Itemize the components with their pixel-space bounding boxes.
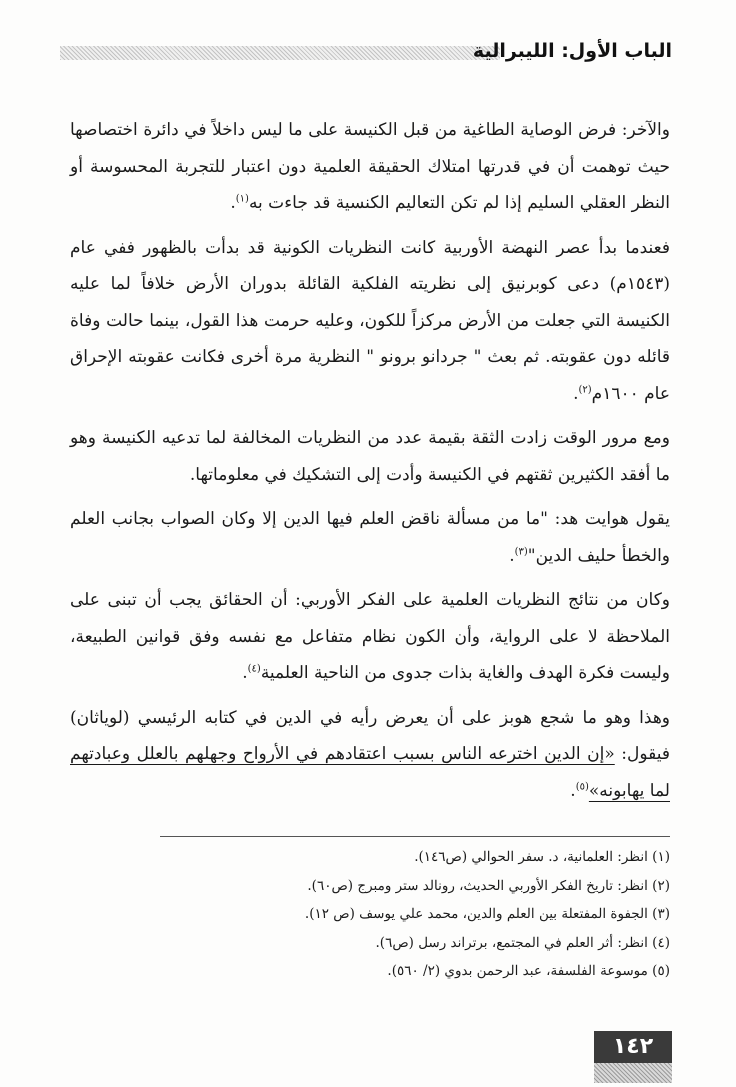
paragraph-1: والآخر: فرض الوصاية الطاغية من قبل الكنيسة على ما ليس داخلاً في دائرة اختصاصها حيث توهمت أن في قدرتها امتلاك الحقيقة العلمية دون اعتبار للتجربة المحسوسة أو النظر العقلي السليم إذا لم تكن التعاليم الكنسية قد جاءت به$^{(١)}$. bbox=[70, 120, 670, 213]
footnote-5: (٥) موسوعة الفلسفة، عبد الرحمن بدوي (٢/ ٥٦٠). bbox=[387, 963, 670, 979]
footnote-separator bbox=[160, 836, 670, 837]
main-text bbox=[70, 112, 670, 817]
paragraph-3: ومع مرور الوقت زادت الثقة بقيمة عدد من النظريات المخالفة لما تدعيه الكنيسة وهو ما أفقد الكثيرين ثقتهم في الكنيسة وأدت إلى التشكيك في معلوماتها. bbox=[70, 428, 670, 485]
footnote-1: (١) انظر: العلمانية، د. سفر الحوالي (ص١٤٦). bbox=[414, 849, 670, 865]
footnote-2: (٢) انظر: تاريخ الفكر الأوربي الحديث، رونالد ستر ومبرج (ص٦٠). bbox=[307, 877, 670, 894]
paragraph-5: وكان من نتائج النظريات العلمية على الفكر الأوربي: أن الحقائق يجب أن تبنى على الملاحظة لا على الرواية، وأن الكون نظام متفاعل مع نفسه وفق قوانين الطبيعة، وليست فكرة الهدف والغاية بذات جدوى من الناحية العلمية$^{(٤)}$. bbox=[70, 590, 670, 683]
page-number: ١٤٢ bbox=[594, 1031, 672, 1063]
footnote-ref-1: (١) bbox=[235, 193, 249, 205]
hobbes-quote: «إن الدين اخترعه الناس بسبب اعتقادهم في الأرواح وجهلهم بالعلل وعبادتهم لما يهابونه» bbox=[70, 744, 670, 801]
footnote-ref-4: (٤) bbox=[247, 663, 261, 675]
footnote-ref-3: (٣) bbox=[514, 545, 528, 557]
footnote-3: (٣) الجفوة المفتعلة بين العلم والدين، محمد علي يوسف (ص ١٢). bbox=[304, 906, 670, 922]
paragraph-2: فعندما بدأ عصر النهضة الأوربية كانت النظريات الكونية قد بدأت بالظهور ففي عام (١٥٤٣م) دعى كوبرنيق إلى نظريته الفلكية القائلة بدوران الأرض خلافاً لما عليه الكنيسة التي جعلت من الأرض مركزاً للكون، وعليه حرمت هذا القول، بينما حالت وفاة قائله دون عقوبته. ثم بعث " جردانو برونو " النظرية مرة أخرى فكانت عقوبته الإحراق عام ١٦٠٠م$^{(٢)}$. bbox=[70, 237, 670, 404]
chapter-title: الباب الأول: الليبرالية bbox=[472, 40, 672, 62]
header-decorative-band bbox=[60, 46, 500, 60]
paragraph-4: يقول هوايت هد: "ما من مسألة ناقض العلم فيها الدين إلا وكان الصواب بجانب العلم والخطأ حليف الدين"$^{(٣)}$. bbox=[70, 509, 670, 566]
footnote-ref-5: (٥) bbox=[575, 780, 589, 792]
running-header bbox=[60, 36, 672, 70]
footnote-ref-2: (٢) bbox=[578, 383, 592, 395]
paragraph-6: وهذا وهو ما شجع هوبز على أن يعرض رأيه في الدين في كتابه الرئيسي (لوياثان) فيقول: «إن الدين اخترعه الناس بسبب اعتقادهم في الأرواح وجهلهم بالعلل وعبادتهم لما يهابونه»$^{(٥)}$. bbox=[70, 707, 670, 801]
footnotes-list bbox=[160, 843, 670, 986]
footnote-4: (٤) انظر: أثر العلم في المجتمع، برتراند رسل (ص٦). bbox=[375, 934, 670, 951]
page-number-decorative-band bbox=[594, 1063, 672, 1083]
